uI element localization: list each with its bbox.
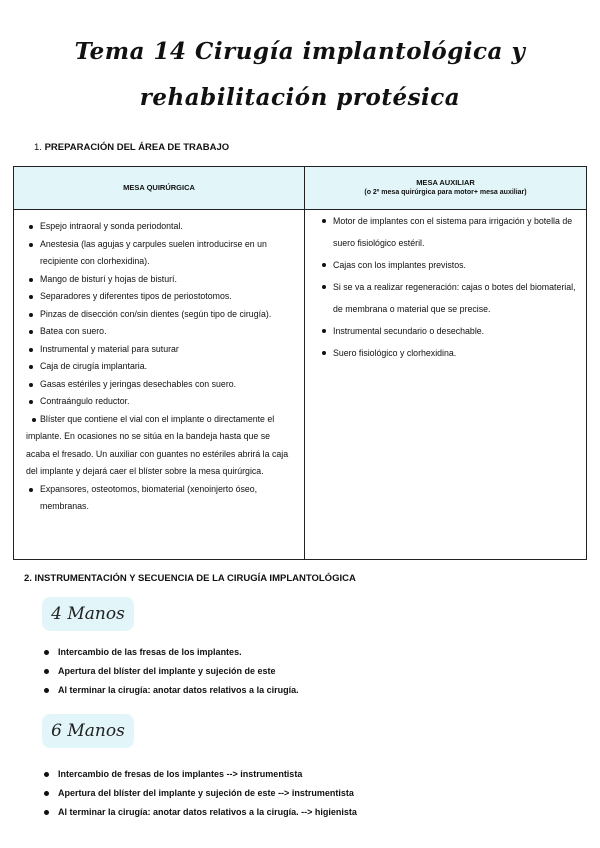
header-auxiliary-subtitle: (o 2º mesa quirúrgica para motor+ mesa auxiliar) bbox=[364, 189, 527, 197]
list-item: Instrumental y material para suturar bbox=[26, 341, 294, 359]
four-hands-list bbox=[44, 643, 299, 700]
auxiliary-table-cell bbox=[305, 210, 587, 560]
list-item: Al terminar la cirugía: anotar datos relativos a la cirugía. bbox=[44, 681, 299, 700]
list-item: Anestesia (las agujas y carpules suelen introducirse en un recipiente con clorhexidina). bbox=[26, 236, 294, 271]
list-item: Blíster que contiene el vial con el implante o directamente el implante. En ocasiones no se sitúa en la bandeja hasta que se acaba el fresado. Un auxiliar con guantes no estériles abrirá la caja del implante y dejará caer el blíster sobre la mesa quirúrgica. bbox=[26, 411, 294, 481]
list-item: Al terminar la cirugía: anotar datos relativos a la cirugía. --> higienista bbox=[44, 803, 357, 822]
list-item: Instrumental secundario o desechable. bbox=[319, 320, 576, 342]
list-item: Apertura del blíster del implante y sujeción de este --> instrumentista bbox=[44, 784, 357, 803]
list-item: Espejo intraoral y sonda periodontal. bbox=[26, 218, 294, 236]
list-item: Contraángulo reductor. bbox=[26, 393, 294, 411]
six-hands-label: 6 Manos bbox=[42, 714, 134, 748]
list-item: Cajas con los implantes previstos. bbox=[319, 254, 576, 276]
header-auxiliary-title: MESA AUXILIAR bbox=[416, 177, 475, 187]
list-item: Batea con suero. bbox=[26, 323, 294, 341]
list-item: Caja de cirugía implantaria. bbox=[26, 358, 294, 376]
section-2-heading: 2. INSTRUMENTACIÓN Y SECUENCIA DE LA CIRUGÍA IMPLANTOLÓGICA bbox=[24, 573, 356, 584]
list-item: Intercambio de fresas de los implantes --> instrumentista bbox=[44, 765, 357, 784]
surgical-table-cell bbox=[14, 210, 305, 560]
work-area-table bbox=[13, 166, 587, 560]
list-item: Si se va a realizar regeneración: cajas o botes del biomaterial, de membrana o material que se precise. bbox=[319, 276, 576, 320]
list-item: Suero fisiológico y clorhexidina. bbox=[319, 342, 576, 364]
list-item: Motor de implantes con el sistema para irrigación y botella de suero fisiológico estéril. bbox=[319, 210, 576, 254]
section-1-heading bbox=[34, 142, 229, 153]
four-hands-label: 4 Manos bbox=[42, 597, 134, 631]
list-item: Apertura del blíster del implante y sujeción de este bbox=[44, 662, 299, 681]
section-1-number: 1. bbox=[34, 142, 42, 153]
six-hands-list bbox=[44, 765, 357, 822]
list-item: Intercambio de las fresas de los implantes. bbox=[44, 643, 299, 662]
header-surgical-table: MESA QUIRÚRGICA bbox=[14, 167, 305, 210]
list-item: Gasas estériles y jeringas desechables con suero. bbox=[26, 376, 294, 394]
header-auxiliary-table bbox=[305, 167, 587, 210]
list-item: Expansores, osteotomos, biomaterial (xenoinjerto óseo, membranas. bbox=[26, 481, 294, 516]
list-item: Separadores y diferentes tipos de periostotomos. bbox=[26, 288, 294, 306]
page-title-line-2: rehabilitación protésica bbox=[139, 84, 461, 111]
surgical-table-list bbox=[14, 210, 304, 522]
auxiliary-table-list bbox=[305, 210, 586, 364]
page-title-line-1: Tema 14 Cirugía implantológica y bbox=[74, 38, 526, 65]
section-1-title: PREPARACIÓN DEL ÁREA DE TRABAJO bbox=[44, 142, 230, 153]
list-item: Pinzas de disección con/sin dientes (según tipo de cirugía). bbox=[26, 306, 294, 324]
list-item: Mango de bisturí y hojas de bisturí. bbox=[26, 271, 294, 289]
